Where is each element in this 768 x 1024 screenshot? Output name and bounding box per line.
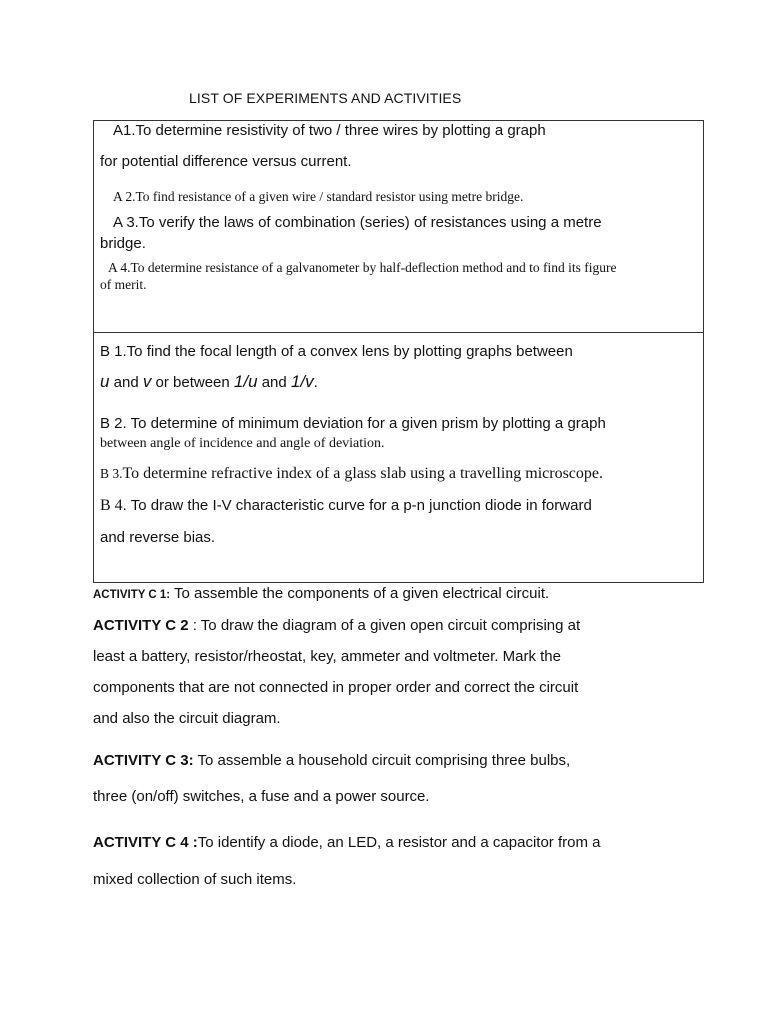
- activity-c4-line1: [93, 834, 600, 851]
- variable-inverse-v: 1/v: [290, 372, 314, 391]
- experiment-a4-line1: A 4.To determine resistance of a galvanometer by half-deflection method and to find its figure: [108, 260, 617, 275]
- experiment-b1-line1: B 1.To find the focal length of a convex lens by plotting graphs between: [100, 343, 573, 360]
- activity-c4-line2: mixed collection of such items.: [93, 871, 297, 888]
- activity-c2-line2: least a battery, resistor/rheostat, key, ammeter and voltmeter. Mark the: [93, 648, 561, 665]
- activity-c2-line3: components that are not connected in proper order and correct the circuit: [93, 679, 579, 696]
- b4-prefix: B 4: [100, 497, 123, 514]
- variable-u: u: [100, 372, 110, 391]
- b1-and-1: and: [109, 374, 143, 391]
- activity-c3-label: ACTIVITY C 3:: [93, 752, 194, 769]
- experiment-b3: [100, 465, 603, 483]
- b1-end: .: [313, 374, 318, 391]
- experiment-a3-line2: bridge.: [100, 235, 146, 252]
- activity-c3-line1: [93, 752, 570, 769]
- experiment-b2-line2: between angle of incidence and angle of deviation.: [100, 436, 385, 451]
- experiment-a1-line2: for potential difference versus current.: [100, 153, 352, 170]
- experiment-a4-line2: of merit.: [100, 277, 147, 292]
- variable-inverse-u: 1/u: [233, 372, 258, 391]
- b1-and-2: and: [257, 374, 291, 391]
- variable-v: v: [142, 372, 152, 391]
- activity-c1: [93, 585, 549, 602]
- activity-c3-line2: three (on/off) switches, a fuse and a power source.: [93, 788, 430, 805]
- experiment-a1-line1: A1.To determine resistivity of two / three wires by plotting a graph: [113, 122, 546, 139]
- b3-prefix: B 3.: [100, 466, 123, 481]
- activity-c4-text: To identify a diode, an LED, a resistor and a capacitor from a: [197, 834, 601, 851]
- activity-c4-label: ACTIVITY C 4 :: [93, 834, 198, 851]
- b1-or: or between: [151, 374, 234, 391]
- activity-c2-text: : To draw the diagram of a given open circuit comprising at: [188, 617, 581, 634]
- experiment-a2: A 2.To find resistance of a given wire / standard resistor using metre bridge.: [113, 189, 524, 204]
- experiment-b1-line2: [100, 372, 318, 392]
- experiment-b4-line1: [100, 497, 592, 515]
- experiment-a3-line1: A 3.To verify the laws of combination (series) of resistances using a metre: [113, 214, 602, 231]
- b3-text: To determine refractive index of a glass slab using a travelling microscope.: [122, 465, 604, 482]
- activity-c3-text: To assemble a household circuit comprising three bulbs,: [193, 752, 571, 769]
- page-title: LIST OF EXPERIMENTS AND ACTIVITIES: [189, 90, 462, 106]
- experiment-b4-line2: and reverse bias.: [100, 529, 216, 546]
- activity-c1-label: ACTIVITY C 1:: [93, 589, 171, 601]
- experiment-b2-line1: B 2. To determine of minimum deviation for a given prism by plotting a graph: [100, 415, 606, 432]
- activity-c2-line1: [93, 617, 580, 634]
- b4-text: . To draw the I-V characteristic curve for a p-n junction diode in forward: [122, 497, 592, 514]
- activity-c1-text: To assemble the components of a given electrical circuit.: [170, 585, 550, 602]
- activity-c2-line4: and also the circuit diagram.: [93, 710, 281, 727]
- activity-c2-label: ACTIVITY C 2: [93, 617, 189, 634]
